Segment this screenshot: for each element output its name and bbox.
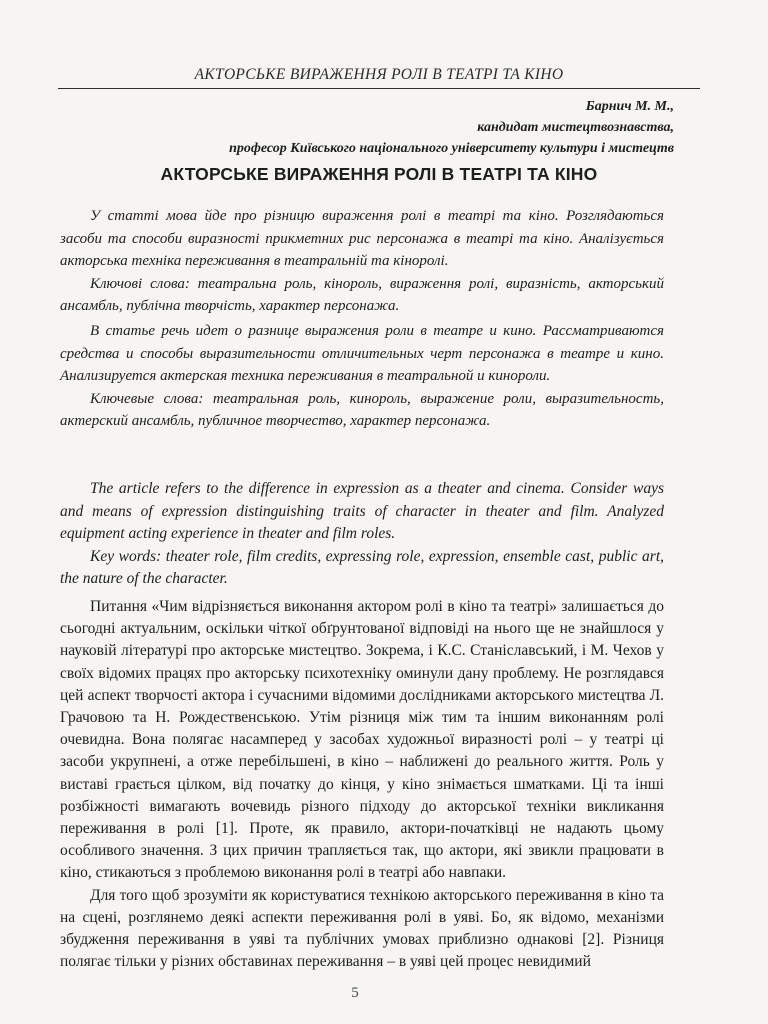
article-title: АКТОРСЬКЕ ВИРАЖЕННЯ РОЛІ В ТЕАТРІ ТА КІНО (160, 164, 598, 184)
header-rule (58, 88, 700, 89)
body-text (60, 596, 664, 973)
body-paragraph-1: Питання «Чим відрізняється виконання актором ролі в кіно та театрі» залишається до сьогодні актуальним, оскільки чіткої обґрунтованої відповіді на нього ще не знайшлося у науковій літературі про акторське мистецтво. Зокрема, і К.С. Станіславський, і М. Чехов у своїх відомих працях про акторську психотехніку оминули дану проблему. Не розглядався цей аспект творчості актора і сучасними відомими дослідниками акторського мистецтва Л. Грачовою та Н. Рождественською. Утім різниця між тим та іншим виконанням ролі очевидна. Вона полягає насамперед у засобах художньої виразності ролі – у театрі ці засоби укрупнені, а отже перебільшені, в кіно – наближені до реального життя. Роль у виставі грається цілком, від початку до кінця, у кіно знімається шматками. Ці та інші розбіжності вимагають вочевидь різного підходу до акторської техніки викликання переживання в ролі [1]. Проте, як правило, актори-початківці не надають цьому особливого значення. З цих причин трапляється так, що актори, які звикли працювати в кіно, стикаються з проблемою виконання ролі в театрі або навпаки. (60, 598, 664, 882)
abstract-en-keywords: Key words: theater role, film credits, expressing role, expression, ensemble cast, public art, the nature of the character. (60, 547, 664, 587)
abstract-uk-keywords: Ключові слова: театральна роль, кінороль, вираження ролі, виразність, акторський ансамбль, публічна творчість, характер персонажа. (60, 275, 664, 314)
body-paragraph-2: Для того щоб зрозуміти як користуватися технікою акторського переживання в кіно та на сцені, розглянемо деякі аспекти переживання ролі в уяві. Бо, як відомо, механізми збудження переживання в уяві та публічних умовах приблизно однакові [2]. Різниця полягає тільки у різних обставинах переживання – в уяві цей процес невидимий (60, 886, 664, 971)
author-block (54, 96, 674, 159)
abstract-uk-text: У статті мова йде про різницю вираження ролі в театрі та кіно. Розглядаються засоби та способи виразності прикметних рис персонажа в театрі та кіно. Аналізується акторська техніка переживання в театральній та кіноролі. (60, 208, 664, 269)
abstract-uk (60, 205, 664, 318)
abstract-en (60, 478, 664, 591)
abstract-ru-keywords: Ключевые слова: театральная роль, кинороль, выражение роли, выразительность, актерский ансамбль, публичное творчество, характер персонажа. (60, 390, 664, 429)
author-name: Барнич М. М., (585, 99, 674, 114)
abstract-ru-text: В статье речь идет о разнице выражения роли в театре и кино. Рассматриваются средства и способы выразительности отличительных черт персонажа в театре и кино. Анализируется актерская техника переживания в театральной и кинороли. (60, 323, 664, 384)
abstract-en-text: The article refers to the difference in expression as a theater and cinema. Consider ways and means of expression distinguishing traits of character in theater and film. Analyzed equipment acting experience in theater and film roles. (60, 480, 664, 542)
author-position: професор Київського національного університету культури і мистецтв (229, 141, 674, 156)
page-number: 5 (351, 985, 359, 1001)
running-header: АКТОРСЬКЕ ВИРАЖЕННЯ РОЛІ В ТЕАТРІ ТА КІНО (194, 66, 564, 83)
abstract-ru (60, 320, 664, 433)
author-degree: кандидат мистецтвознавства, (477, 120, 674, 135)
